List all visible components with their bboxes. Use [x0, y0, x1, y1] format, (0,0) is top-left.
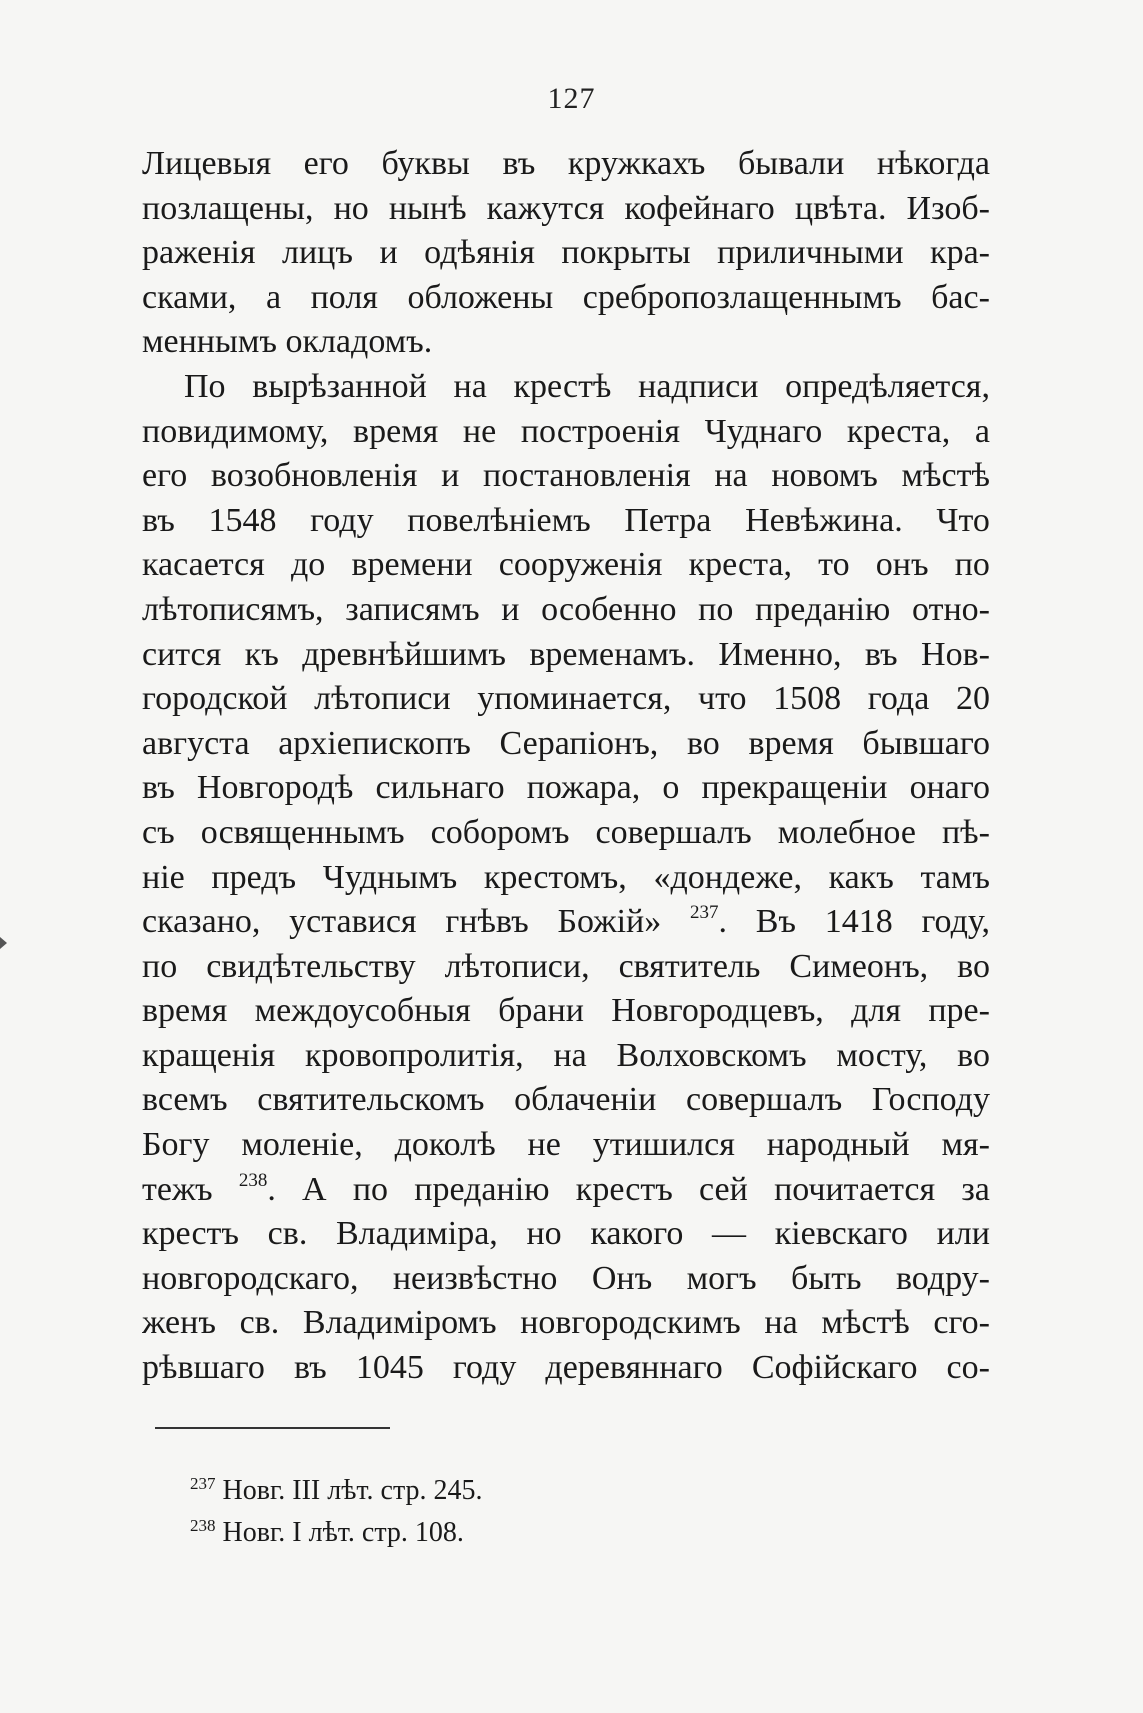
word: $^{237}$.: [689, 902, 727, 941]
word: предъ: [211, 858, 297, 896]
text-line: [142, 1078, 990, 1123]
page-number: 127: [547, 82, 596, 115]
word: уставися: [289, 903, 417, 941]
word: меннымъ окладомъ.: [142, 323, 433, 361]
word: преданію: [414, 1170, 550, 1208]
word: деревяннаго: [545, 1349, 723, 1387]
word: августа: [142, 724, 250, 762]
word: Новгородцевъ,: [611, 992, 824, 1030]
footnote-number: 238: [190, 1516, 216, 1535]
text-line: [142, 633, 990, 678]
word: онаго: [909, 769, 990, 807]
word: моленіе,: [241, 1126, 363, 1164]
word: во: [957, 1036, 990, 1074]
word: за: [961, 1170, 990, 1208]
text-line: [142, 142, 990, 187]
text-line: [142, 677, 990, 722]
word: постановленія: [483, 457, 691, 495]
word: для: [851, 992, 902, 1030]
word: кофейнаго: [624, 189, 775, 227]
word: Въ: [755, 903, 796, 941]
word: до: [290, 546, 326, 584]
word: древнѣйшимъ: [302, 635, 506, 673]
text-line: [142, 365, 990, 410]
word: Владиміромъ: [302, 1304, 497, 1342]
word: обложены: [407, 278, 554, 316]
word: времени: [351, 546, 473, 584]
word: Софійскаго: [751, 1349, 918, 1387]
word: его: [303, 145, 349, 182]
word: но: [333, 189, 369, 227]
word: кращенія: [142, 1036, 276, 1074]
margin-mark: [0, 937, 7, 949]
word: въ: [293, 1349, 327, 1387]
word: Волховскомъ: [616, 1036, 807, 1074]
word: Лицевыя: [142, 145, 272, 182]
word: онъ: [875, 546, 929, 584]
word: 1418: [824, 903, 893, 941]
word: сильнаго: [375, 769, 505, 807]
word: одѣянія: [424, 234, 535, 272]
word: крестомъ,: [483, 858, 627, 896]
text-line: [142, 989, 990, 1034]
word: архіепископъ: [278, 724, 471, 762]
word: пре-: [928, 992, 990, 1030]
word: съ: [142, 813, 175, 851]
word: новомъ: [771, 457, 878, 495]
word: быть: [791, 1259, 862, 1297]
word: Именно,: [718, 635, 842, 673]
word: къ: [244, 635, 279, 673]
text-line: [142, 499, 990, 544]
word: въ: [142, 501, 175, 539]
word: лѣтописи,: [444, 947, 590, 985]
word: рѣвшаго: [142, 1349, 265, 1387]
word: всемъ: [142, 1081, 228, 1119]
word: вырѣзанной: [252, 367, 427, 405]
word: Богу: [142, 1126, 210, 1164]
word: Что: [936, 501, 990, 539]
word: облаченіи: [514, 1081, 657, 1119]
word: приличными: [717, 234, 904, 272]
word: нынѣ: [388, 189, 467, 227]
text-line: [142, 1168, 990, 1213]
word: особенно: [541, 590, 677, 628]
footnote: [190, 1470, 890, 1512]
word: крестъ: [575, 1170, 673, 1208]
word: сками,: [142, 278, 237, 316]
word: поля: [310, 278, 378, 316]
word: позлащены,: [142, 189, 314, 227]
word: года: [867, 680, 930, 718]
word: въ: [502, 145, 536, 182]
word: на: [764, 1304, 798, 1342]
word: кіевскаго: [774, 1215, 908, 1253]
word: въ: [142, 769, 175, 807]
word: Чуднымъ: [322, 858, 458, 896]
word: неизвѣстно: [392, 1259, 558, 1297]
word: и: [379, 234, 398, 272]
word: не: [462, 412, 497, 450]
word: на: [453, 367, 487, 405]
text-line: [142, 1212, 990, 1257]
word: повидимому,: [142, 412, 329, 450]
word: его: [142, 457, 188, 495]
word: св.: [267, 1215, 308, 1253]
word: или: [936, 1215, 990, 1253]
word: записямъ: [345, 590, 480, 628]
word: мѣстѣ: [901, 457, 990, 495]
word: Нов-: [921, 635, 990, 673]
word: брани: [498, 992, 584, 1030]
text-line: [142, 187, 990, 232]
word: водру-: [895, 1259, 990, 1297]
word: упоминается,: [477, 680, 672, 718]
text-line: [142, 811, 990, 856]
word: Онъ: [591, 1259, 653, 1297]
word: году: [310, 501, 374, 539]
word: 1548: [208, 501, 277, 539]
footnote-number: 237: [190, 1474, 216, 1493]
word: сей: [699, 1170, 748, 1208]
word: на: [553, 1036, 587, 1074]
word: прекращеніи: [701, 769, 888, 807]
text-line: [142, 320, 990, 365]
word: «дондеже,: [653, 858, 802, 896]
word: по: [142, 947, 178, 985]
text-line: [142, 276, 990, 321]
word: креста,: [846, 412, 951, 450]
word: По: [184, 367, 226, 405]
text-line: [142, 1034, 990, 1079]
word: $^{238}$.: [238, 1169, 276, 1208]
word: Божій»: [557, 903, 662, 941]
word: Невѣжина.: [745, 501, 903, 539]
word: женъ: [142, 1304, 216, 1342]
word: году: [452, 1349, 517, 1387]
text-line: [142, 722, 990, 767]
word: по: [352, 1170, 389, 1208]
word: мя-: [941, 1126, 990, 1164]
word: въ: [864, 635, 898, 673]
word: крестѣ: [513, 367, 612, 405]
word: городской: [142, 680, 288, 718]
word: народный: [766, 1126, 910, 1164]
word: сго-: [933, 1304, 990, 1342]
word: во: [686, 724, 720, 762]
word: доколѣ: [394, 1126, 496, 1164]
word: кажутся: [486, 189, 605, 227]
word: свидѣтельству: [206, 947, 416, 985]
word: гнѣвъ: [445, 903, 529, 941]
word: а: [265, 278, 282, 316]
word: совершалъ: [686, 1081, 843, 1119]
text-line: [142, 945, 990, 990]
word: бывали: [737, 145, 845, 182]
word: цвѣта.: [794, 189, 887, 227]
word: Симеонъ,: [789, 947, 929, 985]
word: возобновленія: [210, 457, 418, 495]
text-line: [142, 766, 990, 811]
word: какого: [590, 1215, 684, 1253]
word: лицъ: [282, 234, 353, 272]
text-line: [142, 1257, 990, 1302]
word: кровопролитія,: [304, 1036, 524, 1074]
word: но: [526, 1215, 562, 1253]
text-line: [142, 410, 990, 455]
word: буквы: [381, 145, 470, 182]
footnote: [190, 1512, 890, 1554]
text-line: [142, 1301, 990, 1346]
word: Господу: [871, 1081, 990, 1119]
word: ніе: [142, 858, 185, 896]
word: на: [714, 457, 748, 495]
word: новгородскаго,: [142, 1259, 359, 1297]
word: Чуднаго: [704, 412, 823, 450]
word: св.: [239, 1304, 280, 1342]
word: надписи: [638, 367, 759, 405]
word: сребропозлащеннымъ: [582, 278, 902, 316]
word: тамъ: [920, 858, 990, 896]
word: то: [818, 546, 850, 584]
word: бас-: [931, 278, 990, 316]
word: междоусобныя: [254, 992, 471, 1030]
word: и: [441, 457, 460, 495]
word: сится: [142, 635, 222, 673]
word: 20: [955, 680, 990, 718]
footnote-text: Новг. I лѣт. стр. 108.: [215, 1517, 464, 1548]
word: отно-: [912, 590, 990, 628]
word: тежъ: [142, 1170, 213, 1208]
text-line: [142, 900, 990, 945]
word: могъ: [686, 1259, 757, 1297]
word: и: [501, 590, 520, 628]
word: освященнымъ: [200, 813, 405, 851]
word: сооруженія: [498, 546, 663, 584]
word: не: [527, 1126, 561, 1164]
word: время: [748, 724, 834, 762]
word: касается: [142, 546, 265, 584]
word: лѣтописямъ,: [142, 590, 324, 628]
word: кружкахъ: [567, 145, 706, 182]
footnote-rule: [155, 1427, 390, 1429]
word: почитается: [774, 1170, 936, 1208]
word: креста,: [688, 546, 792, 584]
word: во: [957, 947, 990, 985]
word: бывшаго: [862, 724, 990, 762]
word: —: [712, 1215, 747, 1253]
word: нѣкогда: [876, 145, 990, 182]
word: мѣстѣ: [821, 1304, 910, 1342]
word: а: [974, 412, 990, 450]
word: святительскомъ: [257, 1081, 485, 1119]
word: сказано,: [142, 903, 261, 941]
word: время: [142, 992, 228, 1030]
word: молебное: [777, 813, 916, 851]
word: о: [662, 769, 680, 807]
body-text: [142, 142, 990, 1391]
word: пожара,: [526, 769, 641, 807]
word: лѣтописи: [314, 680, 451, 718]
word: году,: [921, 903, 990, 941]
footnotes: [190, 1470, 890, 1554]
word: раженія: [142, 234, 256, 272]
text-line: [142, 454, 990, 499]
word: Новгородѣ: [196, 769, 354, 807]
word: соборомъ: [430, 813, 570, 851]
word: по: [698, 590, 734, 628]
word: повелѣніемъ: [407, 501, 591, 539]
word: 1508: [773, 680, 842, 718]
word: время: [353, 412, 439, 450]
word: крестъ: [142, 1215, 239, 1253]
text-line: [142, 1123, 990, 1168]
word: новгородскимъ: [520, 1304, 741, 1342]
word: со-: [946, 1349, 990, 1387]
word: святитель: [618, 947, 761, 985]
word: Серапіонъ,: [499, 724, 659, 762]
word: 1045: [355, 1349, 424, 1387]
word: Изоб-: [906, 189, 990, 227]
word: А: [302, 1170, 327, 1208]
word: мосту,: [836, 1036, 928, 1074]
word: совершалъ: [595, 813, 752, 851]
text-line: [142, 1346, 990, 1391]
word: по: [954, 546, 990, 584]
text-line: [142, 588, 990, 633]
word: покрыты: [561, 234, 691, 272]
word: опредѣляется,: [785, 367, 990, 405]
text-line: [142, 543, 990, 588]
word: какъ: [828, 858, 894, 896]
word: преданію: [755, 590, 891, 628]
footnote-text: Новг. III лѣт. стр. 245.: [215, 1475, 483, 1506]
word: Владиміра,: [336, 1215, 498, 1253]
word: утишился: [592, 1126, 735, 1164]
word: пѣ-: [941, 813, 990, 851]
word: что: [698, 680, 747, 718]
word: Петра: [624, 501, 712, 539]
word: кра-: [930, 234, 990, 272]
word: временамъ.: [529, 635, 695, 673]
text-line: [142, 231, 990, 276]
word: построенія: [520, 412, 681, 450]
text-line: [142, 856, 990, 901]
